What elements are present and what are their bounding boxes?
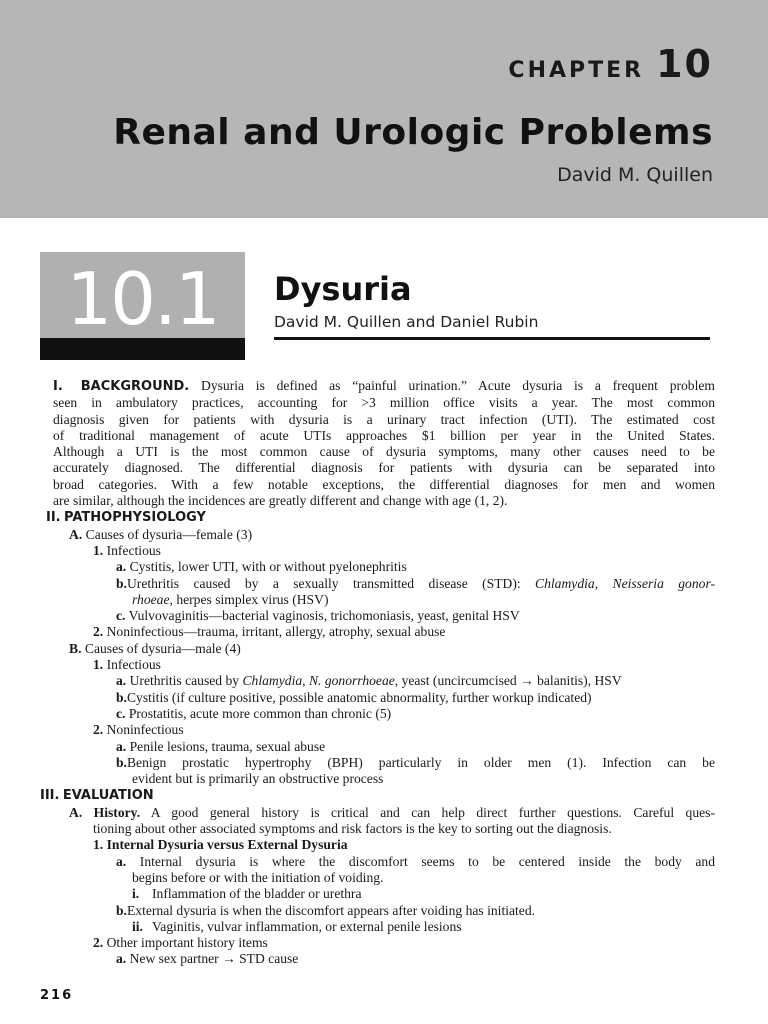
list-item-text: Causes of dysuria—male (4) (84, 640, 241, 656)
list-item-text: , (594, 575, 613, 591)
list-item-text: Vulvovaginitis—bacterial vaginosis, trichomoniasis, yeast, genital HSV (128, 608, 520, 624)
outline-marker: c. (116, 608, 126, 624)
list-item (116, 706, 768, 722)
chapter-number: 10 (656, 42, 713, 86)
list-item-text: Urethritis caused by (129, 673, 243, 689)
text-line: accurately diagnosed. The differential diagnosis for patients with dysuria can be separated into (53, 460, 715, 476)
section-heading-row (40, 787, 768, 804)
outline-marker: 2. (93, 624, 104, 640)
list-item-continuation (132, 592, 768, 608)
list-item-continuation: evident but is primarily an obstructive process (132, 771, 384, 787)
body-text (0, 378, 768, 968)
outline-marker: a. (116, 673, 127, 689)
list-item-text: Cystitis, lower UTI, with or without pyelonephritis (129, 559, 407, 575)
list-item-text: Other important history items (106, 935, 268, 951)
list-item (116, 690, 768, 706)
list-item (132, 919, 768, 935)
list-item-continuation: tioning about other associated symptoms and risk factors is the key to sorting out the diagnosis. (93, 821, 612, 837)
list-item (93, 624, 768, 640)
list-item-text: , herpes simplex virus (HSV) (169, 591, 329, 607)
organism-name: rhoeae (132, 591, 170, 607)
outline-marker: III. (40, 788, 60, 804)
text-line: seen in ambulatory practices, accounting for >3 million office visits a year. The most common (53, 395, 715, 411)
outline-marker: 1. (93, 657, 104, 673)
section-title-rule (274, 337, 710, 340)
list-item-text: , (302, 673, 309, 689)
organism-name: Chlamydia (242, 673, 303, 689)
outline-marker: 2. (93, 722, 104, 738)
list-item-text: Internal Dysuria versus External Dysuria (106, 837, 348, 853)
chapter-header-band (0, 0, 768, 218)
outline-marker: b. (116, 902, 127, 918)
list-item-text: Internal dysuria is where the discomfort seems to be centered inside the body and (139, 853, 715, 869)
list-item (116, 951, 768, 967)
text-line: are similar, although the incidences are greatly different and change with age (1, 2). (53, 493, 508, 509)
list-item (116, 559, 768, 575)
chapter-author: David M. Quillen (557, 164, 713, 186)
organism-name: Neisseria gonor- (612, 575, 715, 591)
list-item-continuation: begins before or with the initiation of voiding. (132, 869, 384, 885)
list-item (93, 935, 768, 951)
section-number-box (40, 252, 245, 360)
outline-marker: c. (116, 705, 126, 721)
list-item (116, 903, 768, 919)
outline-marker: i. (132, 886, 140, 902)
outline-marker: a. (116, 738, 127, 754)
section-heading: BACKGROUND. (80, 379, 190, 394)
list-item-text: Causes of dysuria—female (3) (85, 526, 253, 542)
outline-marker: 1. (93, 837, 104, 853)
list-item-text: Penile lesions, trauma, sexual abuse (129, 738, 326, 754)
chapter-label (508, 42, 713, 86)
list-item (69, 805, 715, 821)
list-item (93, 722, 768, 738)
list-item-text: Noninfectious (106, 722, 184, 738)
list-item-text: , yeast (uncircumcised → balanitis), HSV (394, 673, 622, 689)
outline-marker: a. (116, 951, 127, 967)
chapter-word: CHAPTER (508, 58, 645, 83)
list-item (116, 673, 768, 689)
section-heading-row (46, 509, 768, 526)
list-item-text: Vaginitis, vulvar inflammation, or external penile lesions (152, 918, 462, 934)
list-item-text: Urethritis caused by a sexually transmitted disease (STD): (126, 575, 536, 591)
list-item (93, 837, 768, 853)
outline-marker: II. (46, 510, 61, 526)
section-title: Dysuria (274, 270, 412, 308)
organism-name: Chlamydia (535, 575, 595, 591)
outline-marker: B. (69, 640, 82, 656)
list-item (116, 608, 768, 624)
list-item (93, 657, 768, 673)
list-item (116, 576, 715, 592)
outline-marker: A. (69, 526, 83, 542)
list-item (116, 854, 715, 870)
list-item-text: Noninfectious—trauma, irritant, allergy, atrophy, sexual abuse (106, 624, 446, 640)
list-item (69, 527, 768, 543)
list-item-text: A good general history is critical and can help direct further questions. Careful ques- (150, 804, 715, 820)
section-heading: EVALUATION (62, 788, 154, 804)
list-item-text: External dysuria is when the discomfort appears after voiding has initiated. (126, 902, 536, 918)
list-item-text: New sex partner → STD cause (129, 951, 299, 967)
outline-marker: b. (116, 689, 127, 705)
list-item (116, 755, 715, 771)
chapter-title: Renal and Urologic Problems (113, 112, 713, 153)
outline-marker: a. (116, 559, 127, 575)
section-authors: David M. Quillen and Daniel Rubin (274, 313, 539, 331)
list-item-text: Infectious (106, 542, 161, 558)
outline-marker: a. (116, 853, 127, 869)
list-item (69, 641, 768, 657)
list-item-text: Cystitis (if culture positive, possible anatomic abnormality, further workup indicated) (126, 689, 592, 705)
outline-marker: 1. (93, 542, 104, 558)
list-item-text: Prostatitis, acute more common than chronic (5) (128, 705, 392, 721)
text-line: broad categories. With a few notable exceptions, the differential diagnoses for men and women (53, 476, 715, 492)
organism-name: N. gonorrhoeae (308, 673, 395, 689)
outline-marker: 2. (93, 935, 104, 951)
list-item-text: Infectious (106, 657, 161, 673)
list-item (93, 543, 768, 559)
background-paragraph (53, 378, 715, 395)
outline-marker: A. (69, 804, 83, 820)
outline-marker: b. (116, 575, 127, 591)
text-line: Although a UTI is the most common cause of dysuria symptoms, many other causes need to be (53, 444, 715, 460)
outline-marker: b. (116, 754, 127, 770)
list-item-text: Inflammation of the bladder or urethra (152, 886, 362, 902)
list-item (132, 886, 768, 902)
text-line: Dysuria is defined as “painful urination.” Acute dysuria is a frequent problem (201, 378, 715, 393)
subsection-heading: History. (93, 804, 141, 820)
list-item (116, 739, 768, 755)
section-heading: PATHOPHYSIOLOGY (64, 510, 206, 526)
text-line: of traditional management of acute UTIs approaches $1 billion per year in the United States. (53, 427, 715, 443)
section-number: 10.1 (66, 257, 219, 341)
text-line: diagnosis given for patients with dysuria is a urinary tract infection (UTI). The estimated cost (53, 411, 715, 427)
outline-marker: ii. (132, 918, 143, 934)
list-item-text: Benign prostatic hypertrophy (BPH) particularly in older men (1). Infection can be (126, 754, 715, 770)
outline-marker: I. (53, 379, 63, 394)
page-number: 216 (40, 988, 74, 1003)
